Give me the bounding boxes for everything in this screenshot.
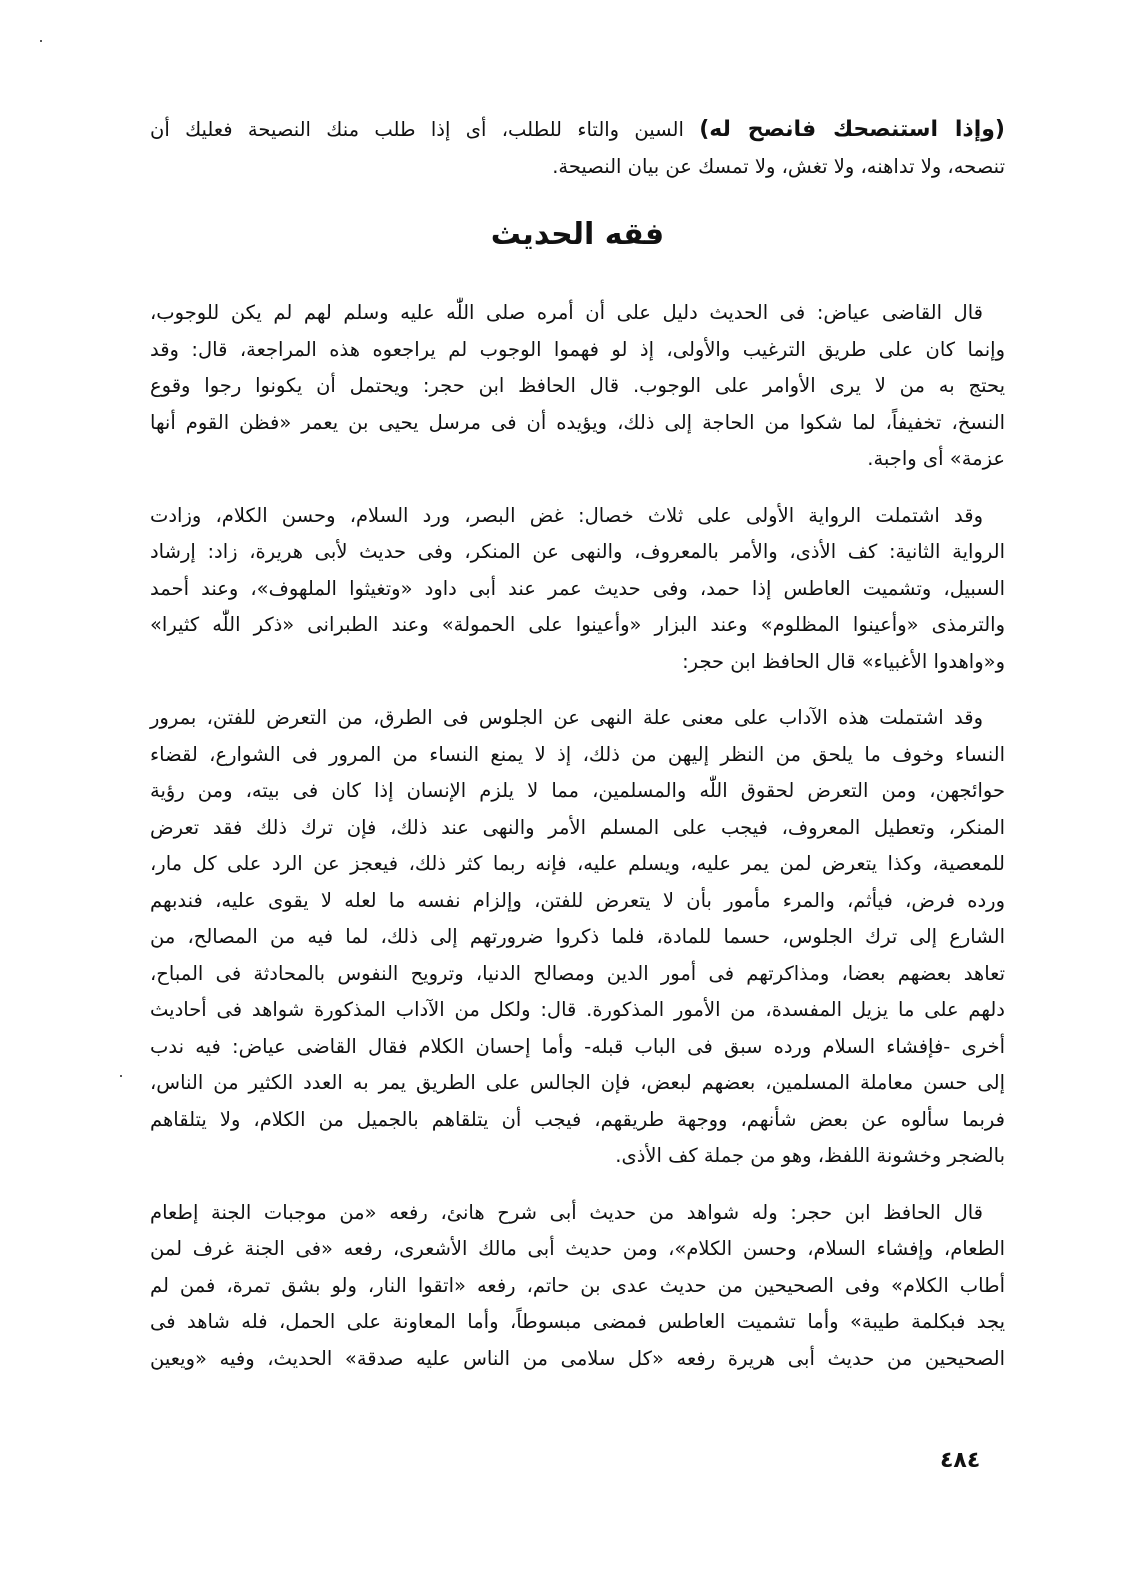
- text-line: الصحيحين من حديث أبى هريرة رفعه «كل سلامى من الناس عليه صدقة» الحديث، وفيه «ويعين: [150, 1346, 1005, 1370]
- text-line: و«واهدوا الأغبياء» قال الحافظ ابن حجر:: [682, 649, 1005, 673]
- text-line: وقد اشتملت هذه الآداب على معنى علة النهى عن الجلوس فى الطرق، من التعرض للفتن، بمرور: [150, 706, 983, 729]
- text-line: النساء وخوف ما يلحق من النظر إليهن من ذلك، إذ لا يمنع النساء من المرور فى الشوارع، لقضاء: [150, 742, 1005, 766]
- text-line: يجد فبكلمة طيبة» وأما تشميت العاطس فمضى مبسوطاً، وأما المعاونة على الحمل، فله شاهد فى: [150, 1310, 1005, 1333]
- text-line: النسخ، تخفيفاً، لما شكوا من الحاجة إلى ذلك، ويؤيده أن فى مرسل يحيى بن يعمر «فظن القوم أنها: [150, 410, 1005, 434]
- text-line: السبيل، وتشميت العاطس إذا حمد، وفى حديث عمر عند أبى داود «وتغيثوا الملهوف»، وعند أحمد: [150, 576, 1005, 600]
- text-line: وإنما كان على طريق الترغيب والأولى، إذ لو فهموا الوجوب لم يراجعوه هذه المراجعة، قال: وقد: [150, 337, 1005, 361]
- scan-speck: [40, 40, 42, 42]
- text-line: والترمذى «وأعينوا المظلوم» وعند البزار «وأعينوا على الحمولة» وعند الطبرانى «ذكر اللّٰه كثيرا»: [150, 613, 1005, 636]
- paragraph-3: [150, 700, 1005, 1175]
- text-line: عزمة» أى واجبة.: [867, 447, 1005, 470]
- intro-line-1: (وإذا استنصحك فانصح له) السين والتاء للطلب، أى إذا طلب منك النصيحة فعليك أن: [150, 117, 1005, 142]
- intro-line-2: تنصحه، ولا تداهنه، ولا تغش، ولا تمسك عن بيان النصيحة.: [552, 154, 1005, 178]
- text-line: تعاهد بعضهم بعضا، ومذاكرتهم فى أمور الدين ومصالح الدنيا، وترويح النفوس بالمحادثة فى المباح،: [150, 961, 1005, 985]
- scan-speck: [120, 1075, 122, 1077]
- text-line: يحتج به من لا يرى الأوامر على الوجوب. قال الحافظ ابن حجر: ويحتمل أن يكونوا رجوا وقوع: [150, 374, 1005, 397]
- section-heading: فقه الحديث: [490, 217, 665, 252]
- paragraph-4: [150, 1195, 1005, 1378]
- text-line: ورده فرض، فيأثم، والمرء مأمور بأن لا يتعرض للفتن، وإلزام نفسه ما لعله لا يقوى عليه، فندبهم: [150, 888, 1005, 912]
- book-page: [150, 112, 1005, 1377]
- text-line: فربما سألوه عن بعض شأنهم، ووجهة طريقهم، فيجب أن يتلقاهم بالجميل من الكلام، ولا يتلقاهم: [150, 1107, 1005, 1131]
- text-line: أخرى -فإفشاء السلام ورده سبق فى الباب قبله- وأما إحسان الكلام فقال القاضى عياض: فيه ندب: [150, 1034, 1005, 1058]
- intro-paragraph: [150, 112, 1005, 185]
- paragraph-1: [150, 295, 1005, 478]
- text-line: وقد اشتملت الرواية الأولى على ثلاث خصال: غض البصر، ورد السلام، وحسن الكلام، وزادت: [150, 503, 983, 527]
- page-number: ٤٨٤: [940, 1448, 981, 1473]
- text-line: قال القاضى عياض: فى الحديث دليل على أن أمره صلى اللّٰه عليه وسلم لهم لم يكن للوجوب،: [150, 301, 983, 324]
- text-line: بالضجر وخشونة اللفظ، وهو من جملة كف الأذى.: [615, 1144, 1005, 1167]
- hadith-phrase: (وإذا استنصحك فانصح له): [699, 117, 1005, 142]
- text-line: قال الحافظ ابن حجر: وله شواهد من حديث أبى شرح هانئ، رفعه «من موجبات الجنة إطعام: [150, 1200, 983, 1224]
- text-line: المنكر، وتعطيل المعروف، فيجب على المسلم الأمر والنهى عند ذلك، فإن ترك ذلك فقد تعرض: [150, 815, 1005, 839]
- paragraph-2: [150, 498, 1005, 681]
- text-line: دلهم على ما يزيل المفسدة، من الأمور المذكورة. قال: ولكل من الآداب المذكورة شواهد فى أحاديث: [150, 998, 1005, 1021]
- text-line: الرواية الثانية: كف الأذى، والأمر بالمعروف، والنهى عن المنكر، وفى حديث لأبى هريرة، زاد: إرشاد: [150, 540, 1005, 563]
- text-line: إلى حسن معاملة المسلمين، بعضهم لبعض، فإن الجالس على الطريق يمر به العدد الكثير من الناس،: [150, 1071, 1005, 1094]
- text-line: أطاب الكلام» وفى الصحيحين من حديث عدى بن حاتم، رفعه «اتقوا النار، ولو بشق تمرة، فمن لم: [150, 1273, 1005, 1297]
- text-line: الشارع إلى ترك الجلوس، حسما للمادة، فلما ذكروا ضرورتهم إلى ذلك، لما فيه من المصالح، من: [150, 925, 1005, 948]
- text-line: حوائجهن، ومن التعرض لحقوق اللّٰه والمسلمين، مما لا يلزم الإنسان إذا كان فى بيته، ومن رؤية: [150, 779, 1005, 802]
- text-line: الطعام، وإفشاء السلام، وحسن الكلام»، ومن حديث أبى مالك الأشعرى، رفعه «فى الجنة غرف لمن: [150, 1237, 1005, 1260]
- text-line: للمعصية، وكذا يتعرض لمن يمر عليه، ويسلم عليه، فإنه ربما كثر ذلك، فيعجز عن الرد على كل مار،: [150, 852, 1005, 875]
